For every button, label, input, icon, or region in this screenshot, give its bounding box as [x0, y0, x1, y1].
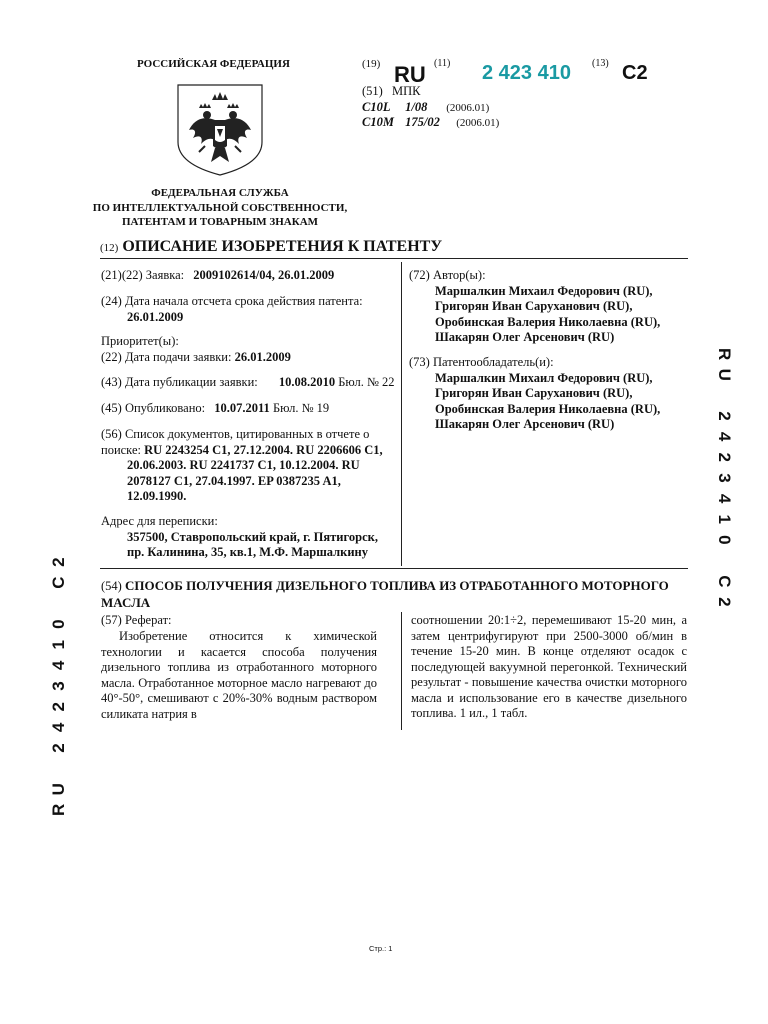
- citation: RU 2243254 C1, 27.12.2004. RU 2206606 C1,: [144, 442, 383, 457]
- divider: [100, 258, 688, 259]
- side-code-char: 4: [49, 660, 68, 671]
- side-code-char: C: [49, 576, 68, 589]
- side-code-char: U: [715, 368, 734, 381]
- field-label: Автор(ы):: [432, 268, 486, 282]
- doc-title-row: [100, 238, 442, 256]
- ipc-date: (2006.01): [456, 117, 500, 129]
- side-code-char: 3: [715, 473, 734, 483]
- inid-11: (11): [434, 58, 451, 69]
- side-code-char: [716, 555, 732, 567]
- field-label: Дата подачи заявки:: [124, 349, 232, 364]
- kind-code: C2: [622, 62, 648, 84]
- side-code-char: 1: [715, 514, 734, 524]
- column-divider: [401, 262, 402, 566]
- coat-of-arms-emblem: [175, 82, 265, 178]
- country-name: РОССИЙСКАЯ ФЕДЕРАЦИЯ: [137, 58, 290, 70]
- title-line: МАСЛА: [101, 594, 151, 610]
- abstract-heading: [101, 613, 172, 629]
- term-start-field: [101, 294, 397, 325]
- side-code-char: 0: [715, 535, 734, 545]
- abstract-label: Реферат:: [124, 613, 172, 627]
- field-label: Список документов, цитированных в отчете о: [124, 427, 370, 441]
- side-code-char: 2: [715, 411, 734, 421]
- citation: 20.06.2003. RU 2241737 C1, 10.12.2004. RU: [127, 458, 360, 472]
- ipc-class: C10L: [362, 100, 391, 114]
- side-code-char: [716, 389, 732, 401]
- inid-19: (19): [362, 58, 381, 70]
- ipc-date: (2006.01): [446, 102, 490, 114]
- agency-line: ФЕДЕРАЛЬНАЯ СЛУЖБА: [151, 187, 289, 199]
- side-code-char: 3: [49, 681, 68, 691]
- abstract-column-1: Изобретение относится к химической технологии и касается способа получения дизельного топлива из отработанного моторного масла. Отработанное моторное масло нагревают до 40°-50°, смешивают с 20%-30% водным раствором силиката натрия в: [101, 629, 377, 721]
- inid-code: (56): [101, 427, 122, 441]
- page-number: Стр.: 1: [369, 944, 393, 953]
- side-code-text: [712, 348, 732, 608]
- author-name: Маршалкин Михаил Федорович (RU),: [435, 283, 653, 298]
- side-code-char: 1: [49, 640, 68, 650]
- holder-name: Григорян Иван Саруханович (RU),: [435, 386, 633, 400]
- field-value: 10.07.2011: [214, 401, 270, 415]
- side-code-text: [51, 556, 71, 816]
- ipc-row: [362, 115, 499, 132]
- inid-code: (21)(22): [101, 268, 143, 282]
- inid-code: (24): [101, 294, 122, 308]
- agency-line: ПАТЕНТАМ И ТОВАРНЫМ ЗНАКАМ: [121, 216, 319, 228]
- bulletin: Бюл. № 19: [272, 401, 330, 415]
- field-label: поиске:: [101, 442, 141, 457]
- inid-13: (13): [592, 58, 609, 69]
- holders-field: [409, 355, 689, 433]
- inid-12: (12): [100, 242, 119, 254]
- citations-field: [101, 427, 397, 505]
- side-code-char: 2: [715, 452, 734, 463]
- inid-51: [362, 84, 420, 100]
- address-line: пр. Калинина, 35, кв.1, М.Ф. Маршалкину: [127, 545, 369, 559]
- field-value: 10.08.2010: [278, 375, 336, 389]
- ipc-class: C10M: [362, 115, 394, 129]
- field-label: Адрес для переписки:: [101, 514, 218, 528]
- citation: 12.09.1990.: [127, 489, 187, 503]
- inid-code: (72): [409, 268, 430, 282]
- side-code-char: 2: [715, 597, 734, 607]
- agency-name: [70, 186, 370, 230]
- inid-code: (22): [101, 349, 122, 364]
- bulletin: Бюл. № 22: [338, 375, 395, 389]
- field-value: 26.01.2009: [234, 349, 291, 364]
- author-name: Оробинская Валерия Николаевна (RU),: [435, 314, 661, 329]
- field-value: 26.01.2009: [127, 309, 184, 324]
- column-divider: [401, 612, 402, 730]
- field-value: 2009102614/04, 26.01.2009: [193, 268, 335, 282]
- priority-field: [101, 334, 397, 365]
- inid-code: (43): [101, 375, 122, 389]
- side-code-char: 4: [49, 722, 68, 733]
- application-field: [101, 268, 397, 284]
- side-code-char: 4: [715, 431, 734, 442]
- side-code-char: R: [49, 803, 68, 816]
- patent-number: 2 423 410: [482, 62, 571, 84]
- doc-title: ОПИСАНИЕ ИЗОБРЕТЕНИЯ К ПАТЕНТУ: [122, 238, 443, 255]
- side-code-char: [51, 597, 67, 609]
- abstract-column-2: соотношении 20:1÷2, перемешивают 15-20 мин, а затем центрифугируют при 2500-3000 об/мин в течение 15-20 мин. В конце отделяют осадок с последующей вакуумной перегонкой. Технический результат - повышение качества очистки моторного масла и использование его в качестве дизельного топлива. 1 ил., 1 табл.: [411, 613, 687, 720]
- side-code-char: R: [715, 348, 734, 361]
- field-label: Заявка:: [145, 268, 185, 282]
- side-code-char: [51, 763, 67, 775]
- authors-field: [409, 268, 689, 346]
- field-label: Опубликовано:: [124, 401, 206, 415]
- inid-code: (57): [101, 613, 122, 627]
- side-code-char: U: [49, 783, 68, 796]
- mpk-label: МПК: [391, 84, 421, 98]
- author-name: Григорян Иван Саруханович (RU),: [435, 299, 633, 313]
- address-field: [101, 514, 397, 561]
- ipc-group: 175/02: [405, 115, 440, 129]
- side-code-char: 4: [715, 493, 734, 504]
- publication-field: [101, 375, 397, 391]
- side-code-char: 2: [49, 701, 68, 712]
- divider: [100, 568, 688, 569]
- invention-title: [101, 578, 691, 610]
- field-label: Дата начала отсчета срока действия патента:: [124, 294, 363, 308]
- address-line: 357500, Ставропольский край, г. Пятигорск,: [127, 529, 378, 544]
- inid-code: (54): [101, 579, 122, 593]
- field-label: Приоритет(ы):: [101, 334, 179, 348]
- title-line: СПОСОБ ПОЛУЧЕНИЯ ДИЗЕЛЬНОГО ТОПЛИВА ИЗ ОТРАБОТАННОГО МОТОРНОГО: [124, 578, 669, 593]
- ipc-group: 1/08: [405, 100, 428, 114]
- inid-code: (73): [409, 355, 430, 369]
- citation: 2078127 C1, 27.04.1997. EP 0387235 A1,: [127, 473, 341, 488]
- holder-name: Оробинская Валерия Николаевна (RU),: [435, 401, 661, 416]
- holder-name: Маршалкин Михаил Федорович (RU),: [435, 370, 653, 385]
- country-code: RU: [394, 62, 426, 87]
- inid-code: (45): [101, 401, 122, 415]
- side-code-char: C: [715, 575, 734, 588]
- side-code-char: 2: [49, 743, 68, 753]
- field-label: Патентообладатель(и):: [432, 355, 554, 369]
- field-label: Дата публикации заявки:: [124, 375, 258, 389]
- side-code-char: 0: [49, 619, 68, 629]
- inid-51-code: (51): [362, 84, 383, 98]
- published-field: [101, 401, 397, 417]
- side-code-char: 2: [49, 557, 68, 567]
- author-name: Шакарян Олег Арсенович (RU): [435, 330, 615, 344]
- agency-line: ПО ИНТЕЛЛЕКТУАЛЬНОЙ СОБСТВЕННОСТИ,: [92, 201, 348, 214]
- holder-name: Шакарян Олег Арсенович (RU): [435, 417, 615, 431]
